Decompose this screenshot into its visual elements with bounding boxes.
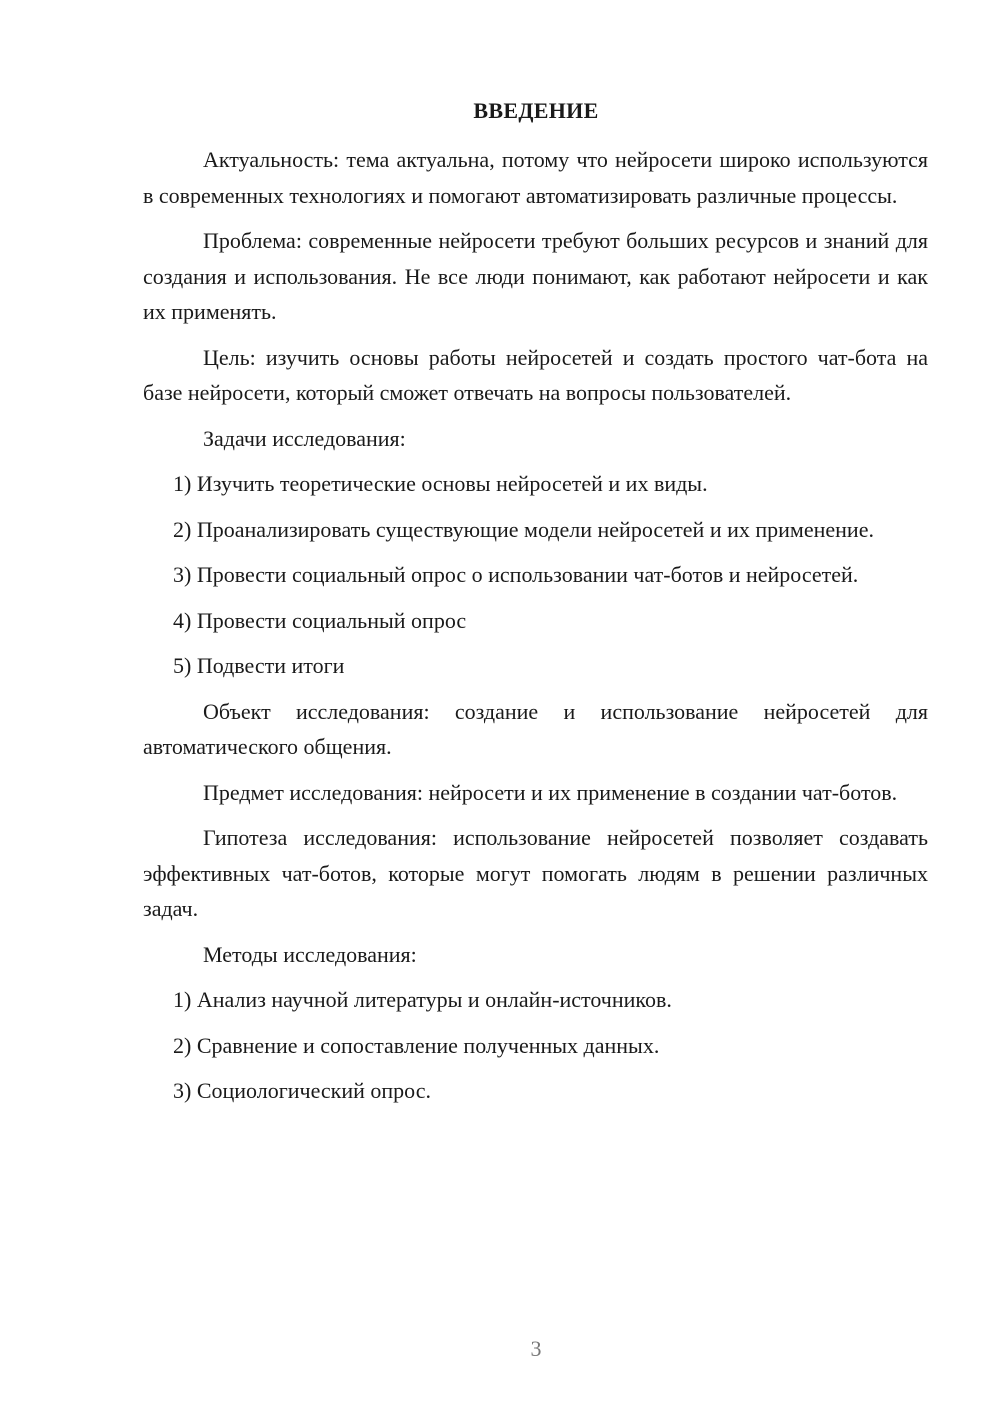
task-item: 2) Проанализировать существующие модели нейросетей и их применение. bbox=[173, 516, 874, 542]
methods-title: Методы исследования: bbox=[203, 941, 417, 967]
method-item: 3) Социологический опрос. bbox=[173, 1078, 431, 1103]
section-heading: ВВЕДЕНИЕ bbox=[473, 98, 599, 123]
subject-paragraph: Предмет исследования: нейросети и их применение в создании чат-ботов. bbox=[203, 779, 898, 805]
object-paragraph: Объект исследования: создание и использование нейросетей для автоматического общения. bbox=[143, 698, 928, 759]
tasks-title: Задачи исследования: bbox=[203, 425, 406, 451]
method-item: 1) Анализ научной литературы и онлайн-источников. bbox=[173, 987, 672, 1012]
task-item: 1) Изучить теоретические основы нейросетей и их виды. bbox=[173, 471, 708, 496]
task-item: 3) Провести социальный опрос о использовании чат-ботов и нейросетей. bbox=[173, 562, 859, 587]
goal-paragraph: Цель: изучить основы работы нейросетей и создать простого чат-бота на базе нейросети, который сможет отвечать на вопросы пользователей. bbox=[143, 344, 928, 405]
document-body bbox=[143, 142, 928, 1119]
task-item: 5) Подвести итоги bbox=[173, 653, 345, 678]
page-number: 3 bbox=[530, 1336, 542, 1361]
hypothesis-paragraph: Гипотеза исследования: использование нейросетей позволяет создавать эффективных чат-ботов, которые могут помогать людям в решении различных задач. bbox=[143, 825, 928, 921]
task-item: 4) Провести социальный опрос bbox=[173, 607, 467, 633]
problem-paragraph: Проблема: современные нейросети требуют больших ресурсов и знаний для создания и использования. Не все люди понимают, как работают нейросети и как их применять. bbox=[143, 228, 928, 324]
method-item: 2) Сравнение и сопоставление полученных данных. bbox=[173, 1032, 660, 1058]
relevance-paragraph: Актуальность: тема актуальна, потому что нейросети широко используются в современных технологиях и помогают автоматизировать различные процессы. bbox=[143, 147, 928, 208]
